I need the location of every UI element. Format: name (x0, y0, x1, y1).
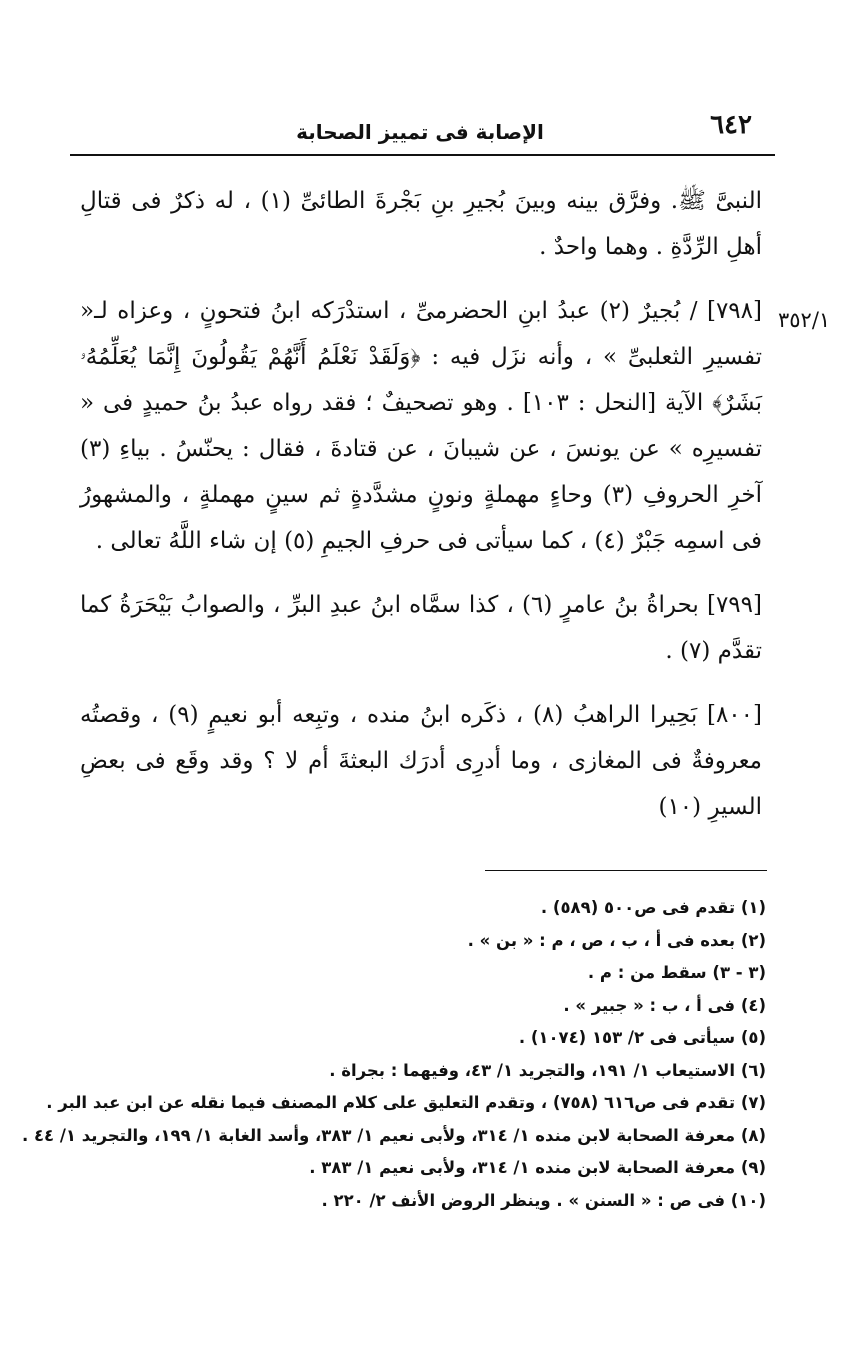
footnote: (١٠) فى ص : « السنن » . وينظر الروض الأنف ٢/ ٢٢٠ . (321, 1190, 766, 1210)
page-number: ٦٤٢ (710, 110, 752, 140)
footnote: (٤) فى أ ، ب : « جبير » . (563, 995, 766, 1015)
main-text (80, 178, 762, 848)
margin-page-reference: ٣٥٢/١ (778, 308, 831, 332)
entry-799: [٧٩٩] بحراةُ بنُ عامرٍ (٦) ، كذا سمَّاه ابنُ عبدِ البرِّ ، والصوابُ بَيْحَرَةُ كما تقدَّم (٧) . (80, 592, 762, 664)
page-header (70, 110, 770, 150)
footnote: (٩) معرفة الصحابة لابن منده ١/ ٣١٤، ولأبى نعيم ١/ ٣٨٣ . (309, 1158, 766, 1177)
header-divider (70, 154, 775, 156)
footnote: (٧) تقدم فى ص٦١٦ (٧٥٨) ، وتقدم التعليق على كلام المصنف فيما نقله عن ابن عبد البر . (46, 1093, 766, 1112)
footnote: (٦) الاستيعاب ١/ ١٩١، والتجريد ١/ ٤٣، وفيهما : بجراة . (329, 1060, 766, 1080)
footnote: (١) تقدم فى ص٥٠٠ (٥٨٩) . (540, 898, 766, 917)
entry-798: [٧٩٨] / بُجيرٌ (٢) عبدُ ابنِ الحضرمىِّ ، استدْرَكه ابنُ فتحونٍ ، وعزاه لـ« تفسيرِ الثعلبىِّ » ، وأنه نزَل فيه : ﴿وَلَقَدْ نَعْلَمُ أَنَّهُمْ يَقُولُونَ إِنَّمَا يُعَلِّمُهُۥ بَشَرٌ﴾ الآية [النحل : ١٠٣] . وهو تصحيفٌ ؛ فقد رواه عبدُ بنُ حميدٍ فى « تفسيرِه » عن يونسَ ، عن شيبانَ ، عن قتادةَ ، فقال : يحنّسُ . بياءِ (٣) آخرِ الحروفِ (٣) وحاءٍ مهملةٍ ونونٍ مشدَّدةٍ ثم سينٍ مهملةٍ ، والمشهورُ فى اسمِه جَبْرٌ (٤) ، كما سيأتى فى حرفِ الجيمِ (٥) إن شاء اللَّهُ تعالى . (80, 298, 763, 554)
paragraph-continuation: النبىَّ ﷺ. وفرَّق بينه وبينَ بُجيرِ بنِ بَجْرةَ الطائىِّ (١) ، له ذكرٌ فى قتالِ أهلِ الرِّدَّةِ . وهما واحدٌ . (80, 188, 762, 260)
footnote: (٥) سيأتى فى ٢/ ١٥٣ (١٠٧٤) . (518, 1028, 766, 1047)
running-title: الإصابة فى تمييز الصحابة (296, 120, 544, 144)
entry-800: [٨٠٠] بَحِيرا الراهبُ (٨) ، ذكَره ابنُ منده ، وتبِعه أبو نعيمٍ (٩) ، وقصتُه معروفةٌ فى المغازى ، وما أدرِى أدرَك البعثةَ أم لا ؟ وقد وقَع فى بعضِ السيرِ (١٠) (80, 702, 762, 820)
footnote-divider (485, 870, 767, 871)
footnote: (٢) بعده فى أ ، ب ، ص ، م : « بن » . (467, 930, 766, 950)
footnotes (21, 892, 766, 1217)
footnote: (٨) معرفة الصحابة لابن منده ١/ ٣١٤، ولأبى نعيم ١/ ٣٨٣، وأسد الغابة ١/ ١٩٩، والتجريد ١/ ٤٤ . (21, 1125, 766, 1145)
footnote: (٣ - ٣) سقط من : م . (587, 963, 766, 982)
